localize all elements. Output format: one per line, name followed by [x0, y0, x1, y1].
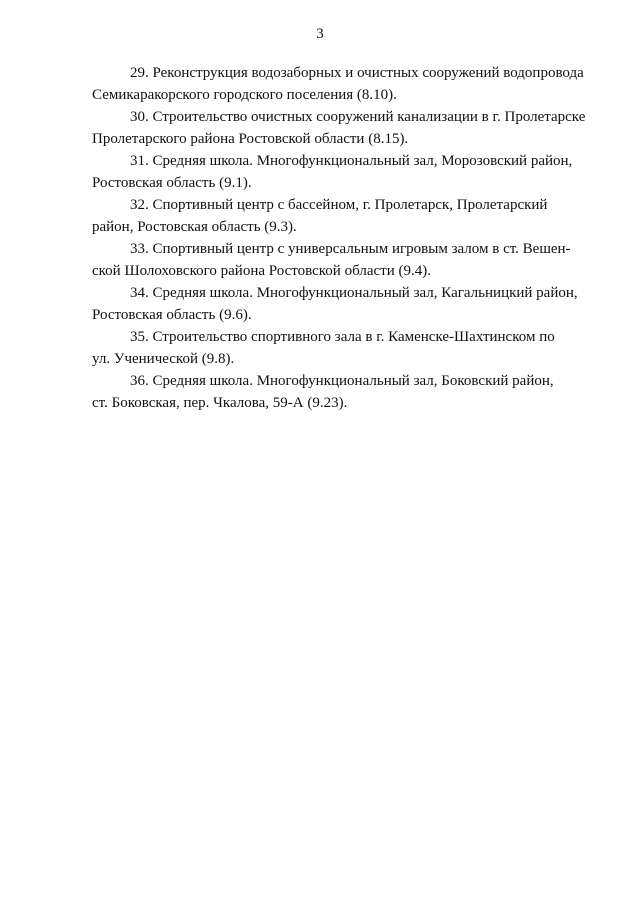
- item-list: [92, 62, 592, 414]
- item-text-line-2: ул. Ученической (9.8).: [92, 351, 235, 367]
- item-text-line-1: 33. Спортивный центр с универсальным игровым залом в ст. Вешен-: [130, 241, 571, 257]
- item-text-line-1: 32. Спортивный центр с бассейном, г. Пролетарск, Пролетарский: [130, 197, 548, 213]
- item-text-line-1: 30. Строительство очистных сооружений канализации в г. Пролетарске: [130, 109, 586, 125]
- item-text-line-2: Ростовская область (9.1).: [92, 175, 252, 191]
- item-text-line-2: ст. Боковская, пер. Чкалова, 59-А (9.23).: [92, 395, 348, 411]
- item-text-line-1: 34. Средняя школа. Многофункциональный зал, Кагальницкий район,: [130, 285, 578, 301]
- list-item: [92, 282, 592, 326]
- item-text-line-2: ской Шолоховского района Ростовской области (9.4).: [92, 263, 431, 279]
- list-item: [92, 238, 592, 282]
- item-text-line-2: Пролетарского района Ростовской области (8.15).: [92, 131, 409, 147]
- page-number: 3: [316, 26, 324, 42]
- list-item: [92, 194, 592, 238]
- item-text-line-1: 31. Средняя школа. Многофункциональный зал, Морозовский район,: [130, 153, 573, 169]
- item-text-line-1: 29. Реконструкция водозаборных и очистных сооружений водопровода: [130, 65, 584, 81]
- list-item: [92, 370, 592, 414]
- item-text-line-1: 36. Средняя школа. Многофункциональный зал, Боковский район,: [130, 373, 554, 389]
- list-item: [92, 150, 592, 194]
- item-text-line-2: Ростовская область (9.6).: [92, 307, 252, 323]
- item-text-line-2: Семикаракорского городского поселения (8.10).: [92, 87, 397, 103]
- list-item: [92, 62, 592, 106]
- list-item: [92, 106, 592, 150]
- list-item: [92, 326, 592, 370]
- item-text-line-1: 35. Строительство спортивного зала в г. Каменске-Шахтинском по: [130, 329, 555, 345]
- item-text-line-2: район, Ростовская область (9.3).: [92, 219, 297, 235]
